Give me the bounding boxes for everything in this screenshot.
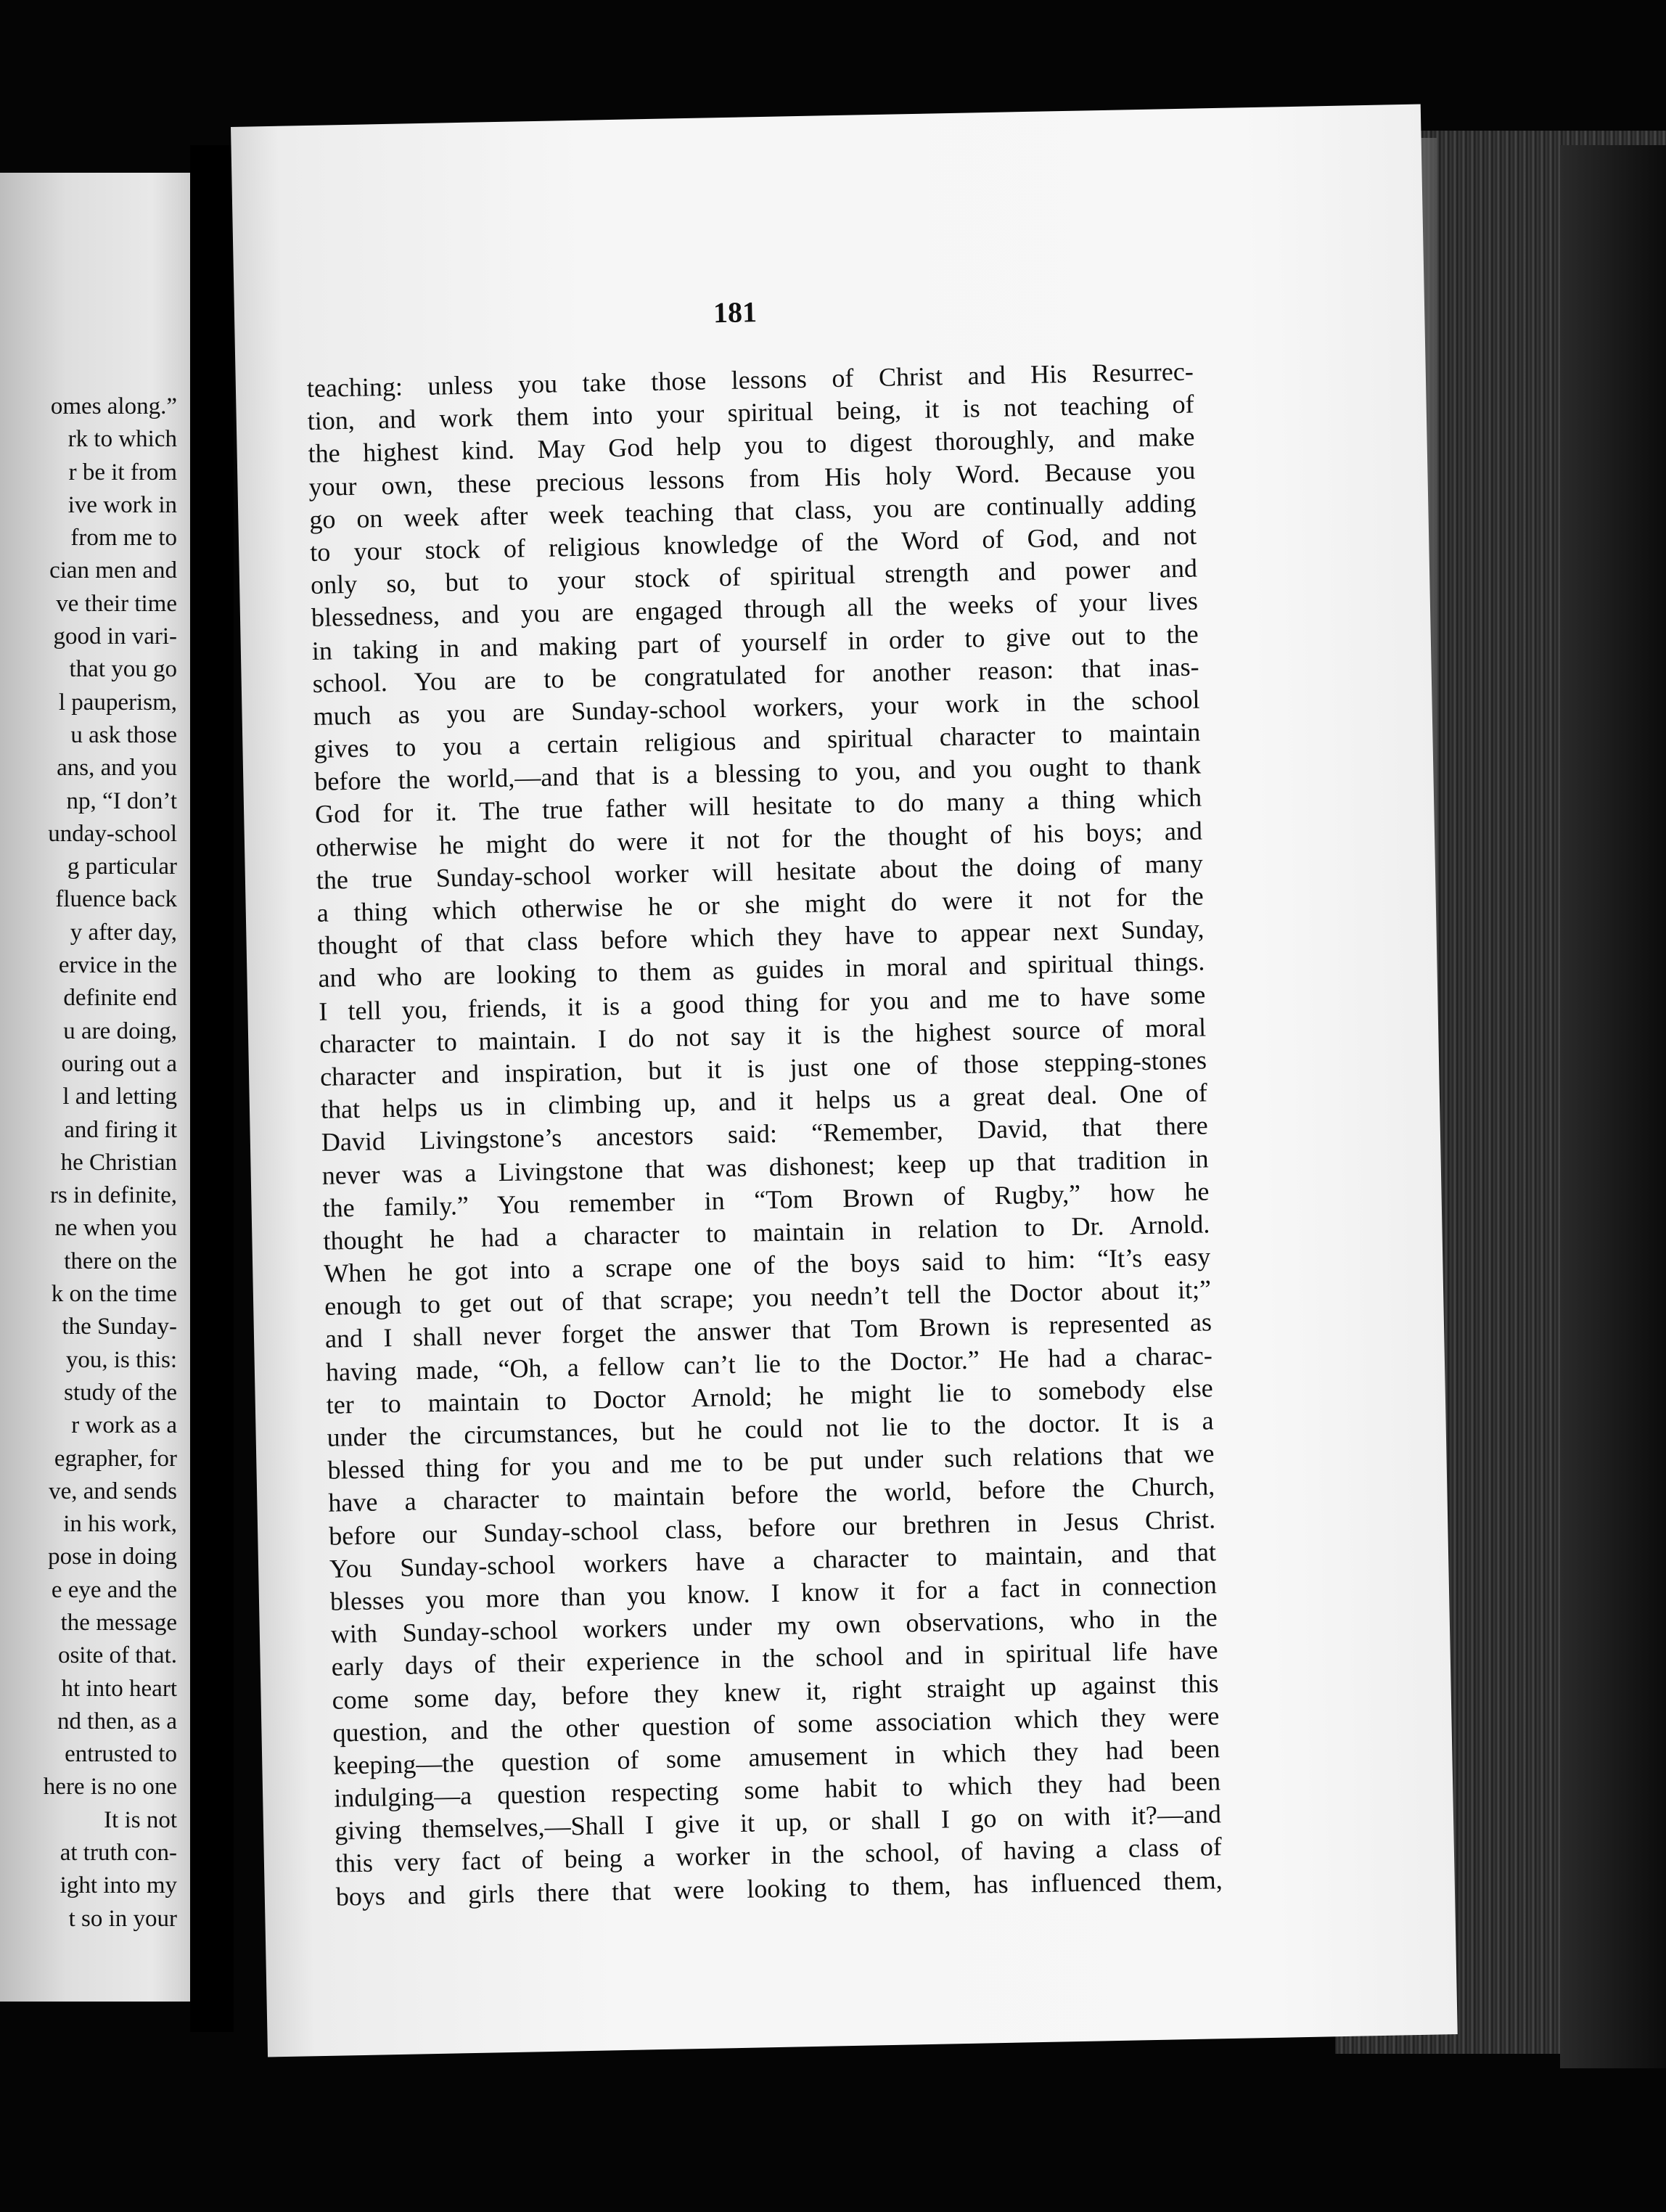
left-text-line: here is no one <box>43 1774 177 1801</box>
left-text-line: u ask those <box>70 721 177 748</box>
left-text-line: ans, and you <box>57 755 177 782</box>
text-line: question, and the other question of some association which they were <box>332 1700 1220 1748</box>
left-text-line: and firing it <box>64 1116 177 1143</box>
left-text-line: fluence back <box>55 886 177 913</box>
left-text-line: osite of that. <box>57 1642 177 1669</box>
text-line: your own, these precious lessons from His holy Word. Because you <box>308 455 1196 501</box>
left-text-line: study of the <box>64 1379 177 1406</box>
text-line: giving themselves,—Shall I give it up, or shall I go on with it?—and <box>334 1799 1222 1846</box>
left-text-line: g particular <box>67 853 177 880</box>
text-line: before our Sunday-school class, before our brethren in Jesus Christ. <box>328 1504 1216 1551</box>
left-text-line: np, “I don’t <box>66 787 177 814</box>
text-line: having made, “Oh, a fellow can’t lie to the Doctor.” He had a charac- <box>325 1340 1213 1387</box>
left-text-line: good in vari- <box>53 623 177 650</box>
text-line: and I shall never forget the answer that Tom Brown is represented as <box>324 1307 1212 1354</box>
left-text-line: l and letting <box>62 1084 177 1110</box>
text-line: go on week after week teaching that class, you are continually adding <box>309 488 1197 534</box>
text-line: have a character to maintain before the world, before the Church, <box>328 1471 1215 1518</box>
left-text-line: u are doing, <box>63 1017 177 1044</box>
left-text-line: rs in definite, <box>49 1182 177 1209</box>
left-text-line: that you go <box>69 656 177 683</box>
left-text-line: r be it from <box>68 459 177 486</box>
left-text-line: e eye and the <box>51 1576 177 1603</box>
text-line: come some day, before they knew it, right straight up against this <box>332 1668 1219 1715</box>
text-line: a thing which otherwise he or she might do were it not for the <box>316 881 1204 927</box>
left-text-line: ht into heart <box>61 1675 177 1702</box>
left-text-line: ve their time <box>56 590 177 617</box>
text-line: in taking in and making part of yourself in order to give out to the <box>311 619 1199 665</box>
left-page <box>0 173 190 2002</box>
left-text-line: you, is this: <box>65 1346 177 1373</box>
left-text-line: ve, and sends <box>49 1478 177 1504</box>
left-text-line: l pauperism, <box>58 689 177 716</box>
left-text-line: definite end <box>63 985 177 1012</box>
text-line: tion, and work them into your spiritual being, it is not teaching of <box>307 389 1194 436</box>
text-line: blesses you more than you know. I know it for a fact in connection <box>329 1570 1218 1616</box>
text-line: much as you are Sunday-school workers, your work in the school <box>313 684 1200 731</box>
book-cover-edge <box>1560 145 1666 2068</box>
text-line: the highest kind. May God help you to digest thoroughly, and make <box>308 422 1195 469</box>
right-page <box>231 105 1458 2057</box>
text-line: blessed thing for you and me to be put under such relations that we <box>327 1438 1215 1485</box>
text-line: gives to you a certain religious and spiritual character to maintain <box>313 717 1201 764</box>
text-line: never was a Livingstone that was dishonest; keep up that tradition in <box>321 1143 1209 1190</box>
left-text-line: pose in doing <box>48 1544 177 1570</box>
text-line: before the world,—and that is a blessing to you, and you ought to thank <box>313 750 1202 797</box>
left-text-line: in his work, <box>63 1511 177 1538</box>
text-line: under the circumstances, but he could not lie to the doctor. It is a <box>327 1406 1214 1452</box>
text-line: You Sunday-school workers have a character to maintain, and that <box>329 1537 1217 1584</box>
text-line: David Livingstone’s ancestors said: “Remember, David, that there <box>321 1110 1209 1158</box>
left-text-line: It is not <box>104 1806 177 1833</box>
left-text-line: he Christian <box>60 1149 177 1176</box>
left-text-line: unday-school <box>48 820 177 847</box>
left-text-line: r work as a <box>71 1412 177 1439</box>
book-gutter <box>190 145 234 2032</box>
left-text-line: t so in your <box>68 1905 177 1932</box>
left-text-line: there on the <box>64 1248 177 1274</box>
left-text-line: ight into my <box>60 1872 177 1899</box>
left-text-line: at truth con- <box>60 1840 177 1867</box>
text-line: blessedness, and you are engaged through all the weeks of your lives <box>311 586 1199 633</box>
left-text-line: ervice in the <box>58 952 177 979</box>
left-text-line: ive work in <box>67 491 177 518</box>
text-line: God for it. The true father will hesitate to do many a thing which <box>314 782 1202 830</box>
left-page-text <box>0 390 177 1936</box>
page-number: 181 <box>713 295 758 329</box>
left-text-line: entrusted to <box>65 1741 177 1768</box>
left-text-line: rk to which <box>67 426 177 453</box>
text-line: thought of that class before which they have to appear next Sunday, <box>317 914 1205 961</box>
left-text-line: k on the time <box>51 1281 177 1308</box>
left-text-line: the message <box>60 1609 177 1636</box>
text-line: boys and girls there that were looking to them, has influenced them, <box>335 1864 1223 1912</box>
text-line: this very fact of being a worker in the school, of having a class of <box>335 1832 1223 1879</box>
left-text-line: ouring out a <box>61 1050 177 1077</box>
text-line: ter to maintain to Doctor Arnold; he might lie to somebody else <box>326 1373 1213 1420</box>
left-text-line: egrapher, for <box>54 1445 177 1472</box>
left-text-line: from me to <box>70 525 177 552</box>
text-line: the family.” You remember in “Tom Brown of Rugby,” how he <box>322 1176 1210 1223</box>
text-line: only so, but to your stock of spiritual strength and power and <box>310 553 1198 600</box>
left-text-line: cian men and <box>49 557 177 584</box>
text-line: thought he had a character to maintain in relation to Dr. Arnold. <box>323 1209 1210 1255</box>
left-text-line: nd then, as a <box>57 1708 177 1734</box>
text-line: that helps us in climbing up, and it helps us a great deal. One of <box>320 1078 1208 1124</box>
left-text-line: y after day, <box>70 919 177 946</box>
left-text-line: ne when you <box>54 1215 177 1242</box>
text-line: school. You are to be congratulated for another reason: that inas- <box>312 652 1199 698</box>
left-text-line: the Sunday- <box>62 1314 177 1340</box>
body-text <box>307 356 1223 1914</box>
text-line: to your stock of religious knowledge of the Word of God, and not <box>309 520 1197 567</box>
text-line: the true Sunday-school worker will hesitate about the doing of many <box>316 848 1204 895</box>
text-line: with Sunday-school workers under my own observations, who in the <box>330 1602 1218 1649</box>
text-line: When he got into a scrape one of the boys said to him: “It’s easy <box>323 1242 1211 1288</box>
left-text-line: omes along.” <box>50 393 177 419</box>
text-line: teaching: unless you take those lessons of Christ and His Resurrec- <box>306 356 1194 404</box>
text-line: and who are looking to them as guides in moral and spiritual things. <box>318 946 1205 994</box>
text-line: keeping—the question of some amusement in which they had been <box>332 1734 1220 1780</box>
text-line: I tell you, friends, it is a good thing for you and me to have some <box>319 980 1206 1026</box>
text-line: character to maintain. I do not say it is the highest source of moral <box>319 1012 1207 1059</box>
text-line: enough to get out of that scrape; you needn’t tell the Doctor about it;” <box>324 1274 1212 1322</box>
text-line: otherwise he might do were it not for the thought of his boys; and <box>315 816 1203 862</box>
text-line: indulging—a question respecting some habit to which they had been <box>333 1766 1221 1813</box>
text-line: character and inspiration, but it is just one of those stepping-stones <box>319 1045 1207 1091</box>
text-line: early days of their experience in the school and in spiritual life have <box>331 1635 1218 1682</box>
